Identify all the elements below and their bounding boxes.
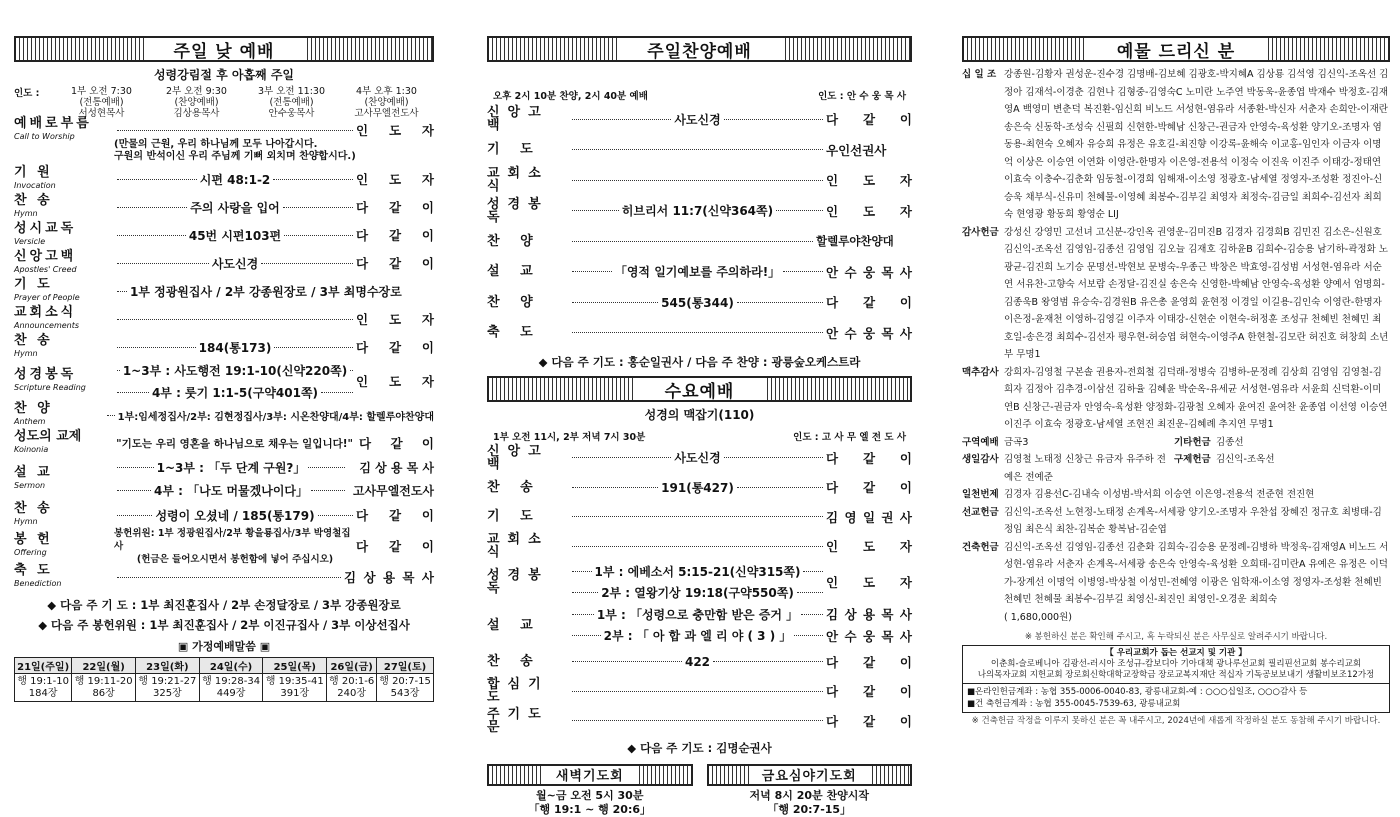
- order-item: 합심기도 다 같 이: [487, 677, 912, 706]
- order-item: 성도의 교제 Koinonia "기도는 우리 영혼을 하나님으로 채우는 일입니다!" 다 같 이: [14, 429, 434, 454]
- order-item: 기 원 Invocation 시편 48:1-2 인 도 자: [14, 165, 434, 190]
- order-item: 기 도 Prayer of People 1부 정광원집사 / 2부 강종원장로 / 3부 최명수장로: [14, 277, 402, 302]
- order-item: 예배로부름 Call to Worship 인 도 자: [14, 116, 434, 141]
- order-item: 찬 송 Hymn 184(통173) 다 같 이: [14, 333, 434, 358]
- officer: 4부 오후 1:30 (찬양예배) 고사무엘전도사: [354, 86, 419, 119]
- order-item: 설 교 Sermon 1~3부 : 「두 단계 구원?」 김 상 용 목 사 4부 : 「나도 머물겠나이다」 고사무엘전도사: [14, 461, 435, 498]
- friday-banner: 금요심야기도회: [707, 764, 913, 786]
- section-banner: [487, 36, 912, 62]
- order-item: 찬 양 할렐루야찬양대: [487, 233, 894, 249]
- order-item: 주기도문 다 같 이: [487, 706, 912, 735]
- section-title: 주일 낮 예배: [144, 38, 305, 60]
- order-item: 교회소식 인 도 자: [487, 166, 912, 195]
- offering-group: 십 일 조 강종원-김황자 권성운-진수경 김명배-김보혜 김광호-박지혜A 김상룡 김석영 김신익-조옥선 김정아 김재석-이경춘 김현나 김형중-김영숙C 노미란 노주연 박동욱-윤종엽 박재수 박정호-김재영A 백영미 변춘덕 복진환-임신희 비노드 서성현-염유라 서종환-박신자 서춘자 손희안-이재란 송은숙 신동학-조성숙 신필희 신현한-박혜남 신창근-권금자 안영숙-육성환 양기오-조명자 염동용-최현숙 오혜자 유승희 유정은 유호길-최진향 이강록-윤해숙 이교홍-임인자 이금자 이명억 이상은 이승연 이연화 이영란-한명자 이은영-전용석 이정숙 이진욱 이진주 이태강-정태연 이효숙 이충수-김춘화 임동철-이경희 임해재-이소영 정광호-남세열 정영자-조성환 정진아-신승욱 채부식-신유미 천혜물-이영혜 최봉수-김부길 최영자 최정숙-김금일 최희수-김선자 최희숙 현영광 황동희 황영순 LIJ: [962, 69, 1389, 220]
- next-prayer: ◆ 다음 주 기 도 : 1부 최진훈집사 / 2부 손정달장로 / 3부 강종원장로: [47, 598, 401, 612]
- friday-info: 저녁 8시 20분 찬양시작 「행 20:7-15」: [749, 788, 869, 816]
- building-note: ※ 건축헌금 작정을 이루지 못하신 분은 꼭 내주시고, 2024년에 새롭게 작정하실 분도 동참해 주시기 바랍니다.: [971, 716, 1381, 726]
- sunday-subtitle: 성령강림절 후 아홉째 주일: [153, 68, 295, 82]
- order-item: 신앙고백 사도신경 다 같 이: [487, 105, 912, 134]
- next-offering: ◆ 다음 주 봉헌위원 : 1부 최진훈집사 / 2부 이진규집사 / 3부 이상선집사: [38, 618, 410, 632]
- reading-table: 21일(주일) 22일(월) 23일(화) 24일(수) 25일(목) 26일(금) 27일(토) 행 19:1-10 184장 행 19:11-20 86장 행 19:21-27 325장 행 19:28-34 449장 행 19:35-41 391장 행 20:1-6 240장 행 20:7-15 543장: [14, 657, 434, 702]
- section-title: 예물 드리신 분: [1087, 38, 1265, 60]
- order-item: 찬 송 422 다 같 이: [487, 654, 912, 670]
- offering-group: 감사헌금 강성신 강영민 고선녀 고신분-강인옥 권영운-김미진B 김경자 김경희B 김민진 김소은-신원호 김신익-조옥선 김영임-김종선 김영임 김오늘 김재호 김하윤B 김희수-김승용 남기하-곽정화 노광균-김진희 노기승 문명선-박현보 문병숙-우종근 박창은 박효영-김성범 서성현-염유라 서순연 서유찬-고향숙 서보람 손정달-김진실 송은숙 신영한-박혜남 안영숙-육성환 양예서 엄명희-김종욱B 왕영범 유승숙-김경원B 유은총 윤영희 윤현정 이경일 이길용-김인숙 이영란-한명자 이은정-윤재천 이영하-김영길 이주자 이태강-신현순 이현숙-허정훈 조성규 천혜빈 천혜민 최호일-송은경 최희수-김선자 평우현-허승엽 허현숙-이영주A 한현철-김모란 허진호 허창희 소년부 무명1: [962, 226, 1389, 360]
- mission-box: 【 우리교회가 돕는 선교지 및 기관 】 이춘희-슬로베니아 김광선-러시아 조성규-캄보디아 기아대책 광나루선교회 필리핀선교회 봉수리교회 나의목자교회 지헌교회 장로회신학대학교장학금 장로교복지재단 적십자 기독공보보내기 생활비보조12가정: [962, 645, 1390, 684]
- praise-next: ◆ 다음 주 기도 : 홍순일권사 / 다음 주 찬양 : 광릉숲오케스트라: [538, 355, 861, 369]
- offering-notice: ※ 봉헌하신 분은 확인해 주시고, 혹 누락되신 분은 사무실로 알려주시기 바랍니다.: [1024, 632, 1328, 642]
- dawn-banner: 새벽기도회: [487, 764, 693, 786]
- order-item: 찬 송 Hymn 성령이 오셨네 / 185(통179) 다 같 이: [14, 501, 434, 526]
- section-banner: [962, 36, 1390, 62]
- order-item: 봉 헌 Offering 봉헌위원: 1부 정광원집사/2부 황을룡집사/3부 박영철집사 (헌금은 들어오시면서 봉헌함에 넣어 주십시오) 다 같 이: [14, 527, 434, 565]
- order-item: 찬 송 191(통427) 다 같 이: [487, 479, 912, 496]
- offering-group: 선교헌금 김신익-조옥선 노현정-노태정 손계옥-서세광 양기오-조명자 우찬섭 장혜진 정규호 최병태-김정임 최은식 최찬-김복순 황복남-김순엽: [962, 506, 1382, 535]
- order-item: 신앙고백 Apostles' Creed 사도신경 다 같 이: [14, 249, 434, 274]
- offering-panel: [962, 36, 1390, 726]
- section-banner: [14, 36, 434, 62]
- offering-list: [962, 66, 1390, 626]
- order-item: 설 교 1부 : 「성령으로 충만함 받은 증거 」 2부 : 「 아 합 과 엘 리 야 ( 3 ) 」 김 상 용 목 사 안 수 웅 목 사: [487, 607, 912, 644]
- order-item: 교회소식 인 도 자: [487, 532, 912, 561]
- officers: 인도 : 1부 오전 7:30 (전통예배) 서성현목사 2부 오전 9:30 (찬양예배) 김상용목사 3부 오전 11:30 (전통예배) 안수웅목사 4부 오후 1:30 (찬양예배) 고사무엘전도사: [14, 86, 434, 119]
- order-item: 설 교 「영적 일기예보를 주의하라!」 안 수 웅 목 사: [487, 264, 912, 280]
- officer: 3부 오전 11:30 (전통예배) 안수웅목사: [258, 86, 325, 119]
- order-item: 성시교독 Versicle 45번 시편103편 다 같 이: [14, 221, 434, 246]
- dawn-info: 월~금 오전 5시 30분 「행 19:1 ~ 행 20:6」: [528, 788, 651, 816]
- offering-group: 맥추감사 강희자-김영철 구본솔 권용자-전희철 김덕래-정병숙 김병하-문정례 김상희 김영임 김영철-김희자 김정아 김추경-이삼선 김하율 김혜윤 박순옥-유세균 서성현-염유라 서윤희 신덕환-이미연B 신창근-권금자 안영숙-육성환 양정화-김광철 오혜자 윤여진 윤여찬 윤종엽 이선영 이승연 이진주 이효숙 정광호-남세열 조현진 최진운-김혜례 추지연 무명1: [962, 366, 1388, 430]
- section-title: 수요예배: [635, 378, 765, 400]
- order-item: 성경봉독 Scripture Reading 1~3부 : 사도행전 19:1-10(신약220쪽) 4부 : 룻기 1:1-5(구약401쪽) 인 도 자: [14, 363, 434, 400]
- offering-group: 구역예배 금곡3 기타헌금 김종선: [962, 436, 1244, 448]
- order-item: 성경봉독 1부 : 에베소서 5:15-21(신약315쪽) 2부 : 열왕기상 19:18(구약550쪽) 인 도 자: [487, 565, 912, 600]
- wed-subtitle: 성경의 맥잡기(110): [644, 408, 755, 422]
- wed-header: 1부 오전 11시, 2부 저녁 7시 30분 인도 : 고 사 무 엘 전 도 사: [493, 432, 906, 443]
- order-item: 기 도 우인선권사: [487, 142, 887, 158]
- family-worship-title: ▣ 가정예배말씀 ▣: [177, 640, 271, 653]
- offering-group: 일천번제 김경자 김용선C-김내숙 이성범-박서희 이승연 이은영-전용석 전준현 전진현: [962, 489, 1315, 500]
- order-item: 찬 송 Hymn 주의 사랑을 입어 다 같 이: [14, 193, 434, 218]
- order-item: 기 도 김 영 일 권 사: [487, 509, 912, 525]
- order-item: 축 도 Benediction 김 상 용 목 사: [14, 563, 434, 588]
- account-box: ■온라인헌금계좌 : 농협 355-0006-0040-83, 광릉내교회-예 : ○○○십일조, ○○○감사 등 ■건 축헌금계좌 : 농협 355-0045-7539-63, 광릉내교회: [962, 684, 1390, 713]
- order-item: 신앙고백 사도신경 다 같 이: [487, 443, 912, 472]
- section-banner: [487, 376, 912, 402]
- offering-group: 생일감사 김영철 노태정 신창근 유금자 유주하 전예은 전예준 구제헌금 김신익-조옥선: [962, 454, 1275, 483]
- offering-total: ( 1,680,000원): [1004, 611, 1072, 623]
- wed-next: ◆ 다음 주 기도 : 김명순권사: [627, 740, 772, 755]
- order-item: 성경봉독 히브리서 11:7(신약364쪽) 인 도 자: [487, 196, 912, 225]
- order-item: 축 도 안 수 웅 목 사: [487, 325, 912, 341]
- praise-header: 오후 2시 10분 찬양, 2시 40분 예배 인도 : 안 수 웅 목 사: [493, 91, 906, 102]
- call-note: (만물의 근원, 우리 하나님께 모두 나아갑시다. 구원의 반석이신 우리 주님께 기뻐 외치며 찬양합시다.): [114, 139, 356, 162]
- officer: 1부 오전 7:30 (전통예배) 서성현목사: [71, 86, 132, 119]
- order-item: 교회소식 Announcements 인 도 자: [14, 305, 434, 330]
- sunday-worship-panel: [14, 36, 434, 702]
- offering-group: 건축헌금 김신익-조옥선 김영임-김종선 김춘화 김희숙-김승용 문정례-김병하 박정욱-김재영A 비노드 서성현-염유라 서춘자 손계옥-서세광 송은숙 안영숙-육성환 오희태-김미란A 유예은 유정은 이덕가-장계선 이명억 이병영-박상철 이성민-전혜영 이광은 임학재-이소영 정영자-조성환 천혜빈 천혜민 천혜물 최봉수-김부길 최영신-최진인 최영인-오경운 최희숙: [962, 541, 1389, 605]
- order-item: 찬 양 Anthem 1부:임세정집사/2부: 김현정집사/3부: 시온찬양대/4부: 할렐루야찬양대: [14, 401, 434, 426]
- praise-worship-panel: [487, 36, 912, 817]
- order-item: 찬 양 545(통344) 다 같 이: [487, 294, 912, 311]
- section-title: 주일찬양예배: [617, 38, 782, 60]
- officer: 2부 오전 9:30 (찬양예배) 김상용목사: [166, 86, 227, 119]
